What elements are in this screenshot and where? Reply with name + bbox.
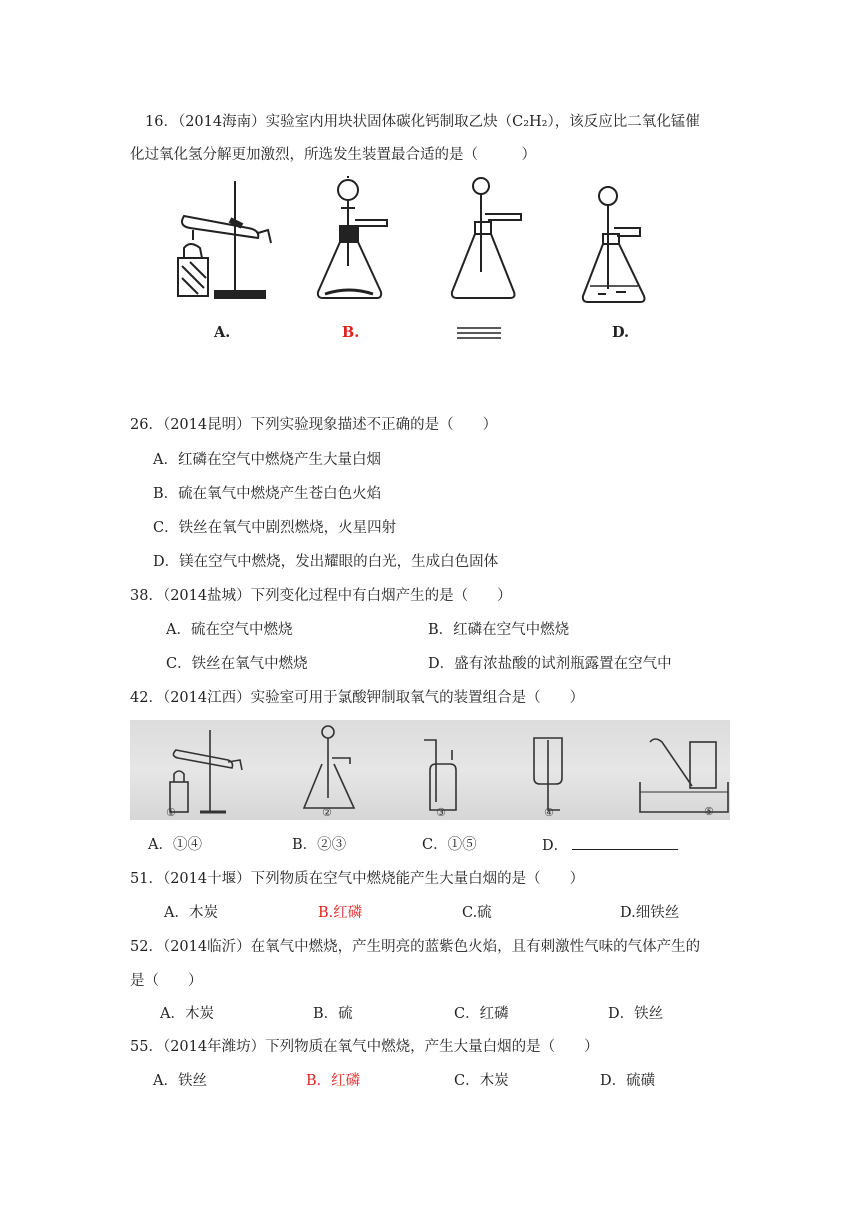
q52-stem-line1: 52．（2014临沂）在氧气中燃烧，产生明亮的蓝紫色火焰，且有刺激性气味的气体产生的 [130, 939, 701, 955]
q16-label-a: A. [214, 324, 231, 341]
q55-option-a: A．铁丝 [153, 1073, 207, 1089]
q55-option-c: C．木炭 [454, 1073, 509, 1089]
q55-stem: 55．（2014年潍坊）下列物质在氧气中燃烧，产生大量白烟的是（ ） [130, 1039, 599, 1055]
q16-apparatus-b-figure [315, 176, 395, 304]
q16-label-d: D. [612, 324, 630, 341]
q38-option-b: B．红磷在空气中燃烧 [428, 622, 570, 638]
q42-apparatus-drawing [130, 720, 730, 820]
q26-option-d: D．镁在空气中燃烧，发出耀眼的白光，生成白色固体 [153, 554, 499, 570]
q51-option-d: D.细铁丝 [620, 905, 680, 921]
q51-stem: 51．（2014十堰）下列物质在空气中燃烧能产生大量白烟的是（ ） [130, 871, 585, 887]
q42-option-d-blank [572, 835, 678, 850]
q42-marker-5: ⑤ [704, 805, 714, 818]
q16-stem-line1: 16．（2014海南）实验室内用块状固体碳化钙制取乙炔（C₂H₂），该反应比二氧化锰催 [145, 114, 700, 130]
q38-option-d: D．盛有浓盐酸的试剂瓶露置在空气中 [428, 656, 672, 672]
q52-option-a: A．木炭 [160, 1006, 214, 1022]
q42-stem: 42．（2014江西）实验室可用于氯酸钾制取氧气的装置组合是（ ） [130, 690, 585, 706]
q16-apparatus-a-figure [170, 178, 285, 303]
q26-option-a: A．红磷在空气中燃烧产生大量白烟 [153, 452, 381, 468]
q38-option-c: C．铁丝在氧气中燃烧 [166, 656, 308, 672]
q38-stem: 38．（2014盐城）下列变化过程中有白烟产生的是（ ） [130, 588, 512, 604]
q42-marker-4: ④ [544, 806, 554, 819]
q16-apparatus-d-figure [580, 184, 660, 310]
q26-option-c: C．铁丝在氧气中剧烈燃烧，火星四射 [153, 520, 397, 536]
q52-option-d: D．铁丝 [608, 1006, 664, 1022]
q42-marker-1: ① [166, 806, 176, 819]
q16-label-b: B. [342, 324, 360, 341]
q16-apparatus-c-figure [448, 176, 528, 304]
q55-option-d: D．硫磺 [600, 1073, 656, 1089]
q52-option-b: B．硫 [313, 1006, 353, 1022]
q51-option-a: A．木炭 [164, 905, 218, 921]
q42-option-c: C．①⑤ [422, 837, 477, 853]
q52-option-c: C．红磷 [454, 1006, 509, 1022]
q42-marker-2: ② [322, 806, 332, 819]
q42-option-d [542, 835, 678, 856]
q26-stem: 26．（2014昆明）下列实验现象描述不正确的是（ ） [130, 417, 498, 433]
q42-marker-3: ③ [436, 806, 446, 819]
q51-option-b: B.红磷 [318, 905, 363, 921]
q52-stem-line2: 是（ ） [130, 973, 203, 989]
q55-option-b: B．红磷 [306, 1073, 361, 1089]
q16-stem-line2: 化过氧化氢分解更加激烈，所选发生装置最合适的是（ ） [130, 147, 536, 163]
q38-option-a: A．硫在空气中燃烧 [166, 622, 293, 638]
q51-option-c: C.硫 [462, 905, 492, 921]
q16-label-c-mark [457, 327, 501, 339]
q42-apparatus-photo [130, 720, 730, 820]
q42-option-d-label: D． [542, 838, 569, 854]
q26-option-b: B．硫在氧气中燃烧产生苍白色火焰 [153, 486, 382, 502]
q42-option-b: B．②③ [292, 837, 347, 853]
q42-option-a: A．①④ [148, 837, 202, 853]
